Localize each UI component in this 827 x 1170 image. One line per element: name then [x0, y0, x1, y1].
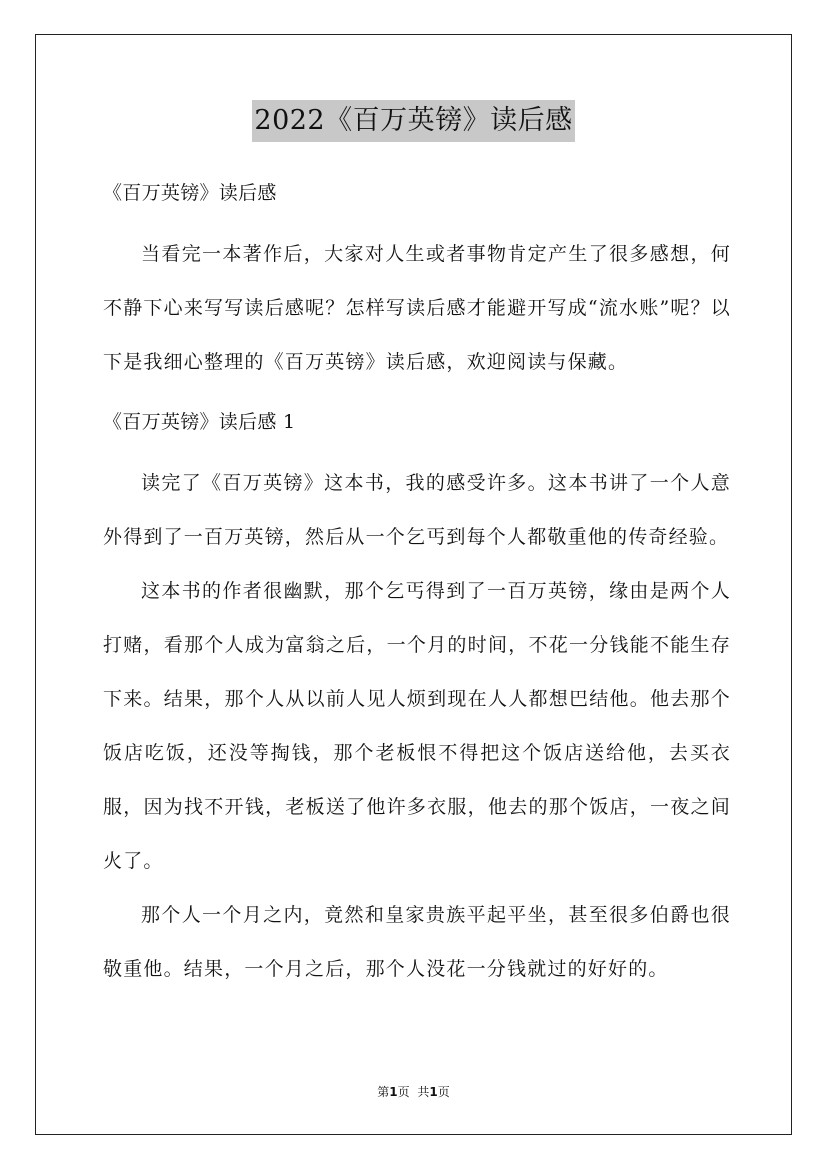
essay1-heading: 《百万英镑》读后感 1: [103, 411, 296, 433]
footer-page-suffix: 页: [397, 1085, 410, 1099]
intro-heading: 《百万英镑》读后感: [103, 182, 277, 204]
page-footer: [0, 1084, 827, 1100]
footer-total-suffix: 页: [437, 1085, 450, 1099]
essay1-paragraph-2: 这本书的作者很幽默，那个乞丐得到了一百万英镑，缘由是两个人打赌，看那个人成为富翁之后，一个月的时间，不花一分钱能不能生存下来。结果，那个人从以前人见人烦到现在人人都想巴结他。他去那个饭店吃饭，还没等掏钱，那个老板恨不得把这个饭店送给他，去买衣服，因为找不开钱，老板送了他许多衣服，他去的那个饭店，一夜之间火了。: [103, 580, 731, 872]
title-container: [0, 100, 827, 142]
essay1-paragraph-1: 读完了《百万英镑》这本书，我的感受许多。这本书讲了一个人意外得到了一百万英镑，然后从一个乞丐到每个人都敬重他的传奇经验。: [103, 472, 731, 548]
intro-paragraph: 当看完一本著作后，大家对人生或者事物肯定产生了很多感想，何不静下心来写写读后感呢？怎样写读后感才能避开写成“流水账”呢？以下是我细心整理的《百万英镑》读后感，欢迎阅读与保藏。: [103, 243, 731, 373]
essay1-paragraph-3: 那个人一个月之内，竟然和皇家贵族平起平坐，甚至很多伯爵也很敬重他。结果，一个月之后，那个人没花一分钱就过的好好的。: [103, 904, 731, 980]
footer-total-pages: 1: [429, 1085, 438, 1099]
footer-page-prefix: 第: [377, 1085, 390, 1099]
document-title: 2022《百万英镑》读后感: [252, 100, 574, 142]
footer-page-number: 1: [389, 1085, 398, 1099]
document-body: [103, 172, 731, 996]
footer-total-prefix: 共: [417, 1085, 430, 1099]
